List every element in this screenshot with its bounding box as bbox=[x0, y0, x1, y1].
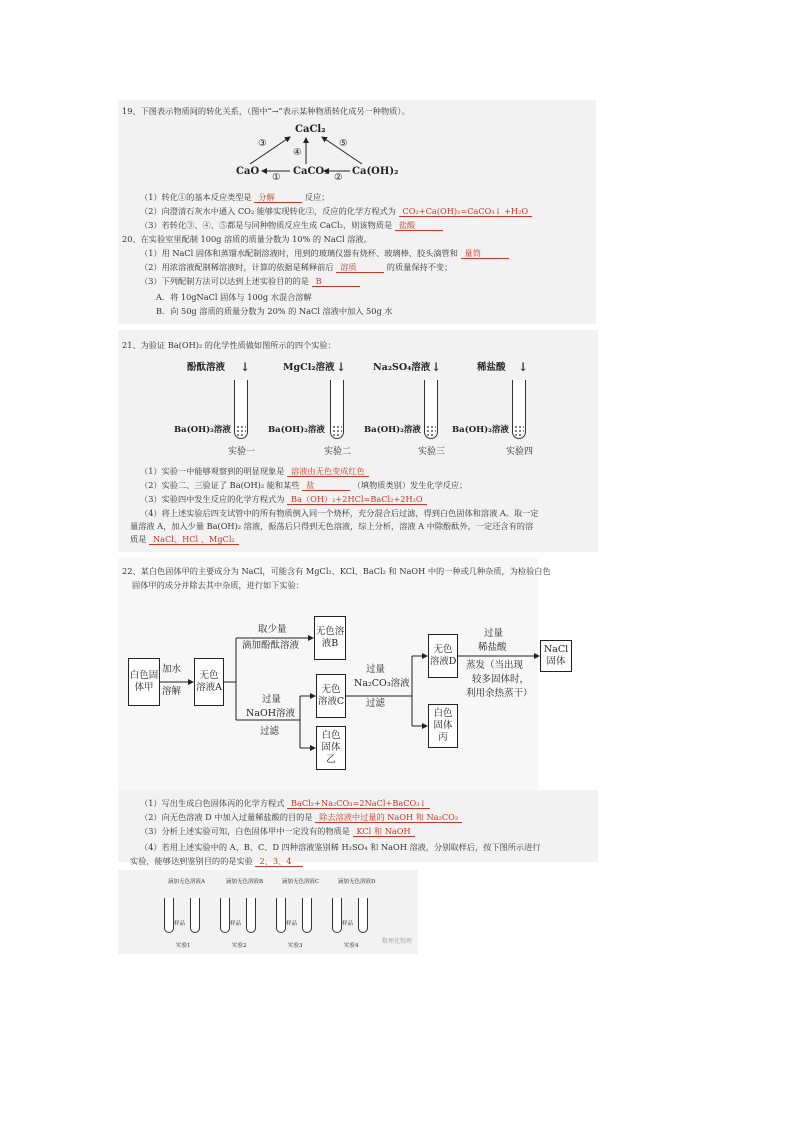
op-right-hcl: 稀盐酸 bbox=[478, 642, 507, 653]
mini-label-2: 实验2 bbox=[232, 943, 247, 949]
op-top-phenol: 滴加酚酞溶液 bbox=[242, 640, 300, 651]
mark-1: ① bbox=[272, 172, 281, 183]
box-solution-b: 无色溶液B bbox=[314, 616, 346, 660]
mini-tube bbox=[358, 898, 368, 933]
op-right-evap3: 利用余热蒸干） bbox=[466, 688, 533, 699]
mini-label-4: 实验4 bbox=[344, 943, 359, 949]
q21-a1: 溶液由无色变成红色 bbox=[287, 466, 369, 477]
q19-a3: 盐酸 bbox=[395, 220, 443, 231]
box-solution-d: 无色溶液D bbox=[428, 634, 458, 678]
tube-label-4: Ba(OH)₂溶液 bbox=[452, 425, 509, 435]
mini-tube bbox=[190, 898, 200, 933]
q21-l2-text: （2）实验二、三验证了 Ba(OH)₂ 能和某些 bbox=[140, 480, 300, 490]
q20-stem: 20、在实验室里配制 100g 溶质的质量分数为 10% 的 NaCl 溶液。 bbox=[122, 234, 372, 244]
q22-a4: 2、3、4 bbox=[255, 856, 303, 867]
node-cao: CaO bbox=[236, 166, 260, 177]
q19-l2-text: （2）向澄清石灰水中通入 CO₂ 能够实现转化②，反应的化学方程式为 bbox=[140, 206, 396, 216]
q20-l2b-text: 的质量保持不变； bbox=[386, 262, 453, 272]
mark-3: ③ bbox=[258, 138, 267, 149]
q21-line4b: 量溶液 A，加入少量 Ba(OH)₂ 溶液，振荡后只得到无色溶液，综上分析，溶液 A 中除酚酞外，一定还含有的溶 bbox=[130, 521, 534, 531]
arrow-down-icon: ↓ bbox=[518, 360, 529, 374]
node-caco3: CaCO₃ bbox=[293, 166, 329, 177]
mini-sample-2: 样品 bbox=[230, 921, 242, 927]
op-mid-filter: 过滤 bbox=[366, 698, 386, 709]
arrow-down-icon: ↓ bbox=[336, 360, 347, 374]
mini-tube bbox=[220, 898, 230, 933]
mini-top-4: 滴加无色溶液D bbox=[338, 879, 376, 885]
q22-line4b bbox=[130, 856, 303, 867]
q21-a2: 盐 bbox=[302, 480, 350, 491]
q19-a1: 分解 bbox=[254, 192, 302, 203]
mini-tube bbox=[302, 898, 312, 933]
mini-tube bbox=[246, 898, 256, 933]
op-bottom-excess: 过量 bbox=[262, 694, 282, 705]
q19-l1b-text: 反应； bbox=[304, 192, 330, 202]
exp-label-1: 实验一 bbox=[228, 447, 256, 457]
q22-l4b-text: 实验，能够达到鉴别目的的是实验 bbox=[130, 856, 253, 866]
mini-top-1: 滴加无色溶液A bbox=[168, 879, 205, 885]
op-right-excess: 过量 bbox=[484, 628, 504, 639]
mini-label-3: 实验3 bbox=[288, 943, 303, 949]
watermark-text: 数理化物理 bbox=[382, 938, 413, 945]
node-cacl2: CaCl₂ bbox=[295, 124, 326, 135]
q20-a1: 量筒 bbox=[461, 248, 509, 259]
q22-line3 bbox=[140, 826, 415, 837]
q21-l3-text: （3）实验四中发生反应的化学方程式为 bbox=[140, 494, 285, 504]
mini-top-2: 滴加无色溶液B bbox=[226, 879, 264, 885]
op-right-evap2: 较多固体时， bbox=[472, 674, 530, 685]
q22-line2 bbox=[140, 812, 462, 823]
exp-label-4: 实验四 bbox=[506, 447, 534, 457]
mini-sample-1: 样品 bbox=[174, 921, 186, 927]
q22-stem: 22、某白色固体甲的主要成分为 NaCl，可能含有 MgCl₂、KCl、BaCl₂ 和 NaOH 中的一种或几种杂质，为检验白色 bbox=[122, 566, 551, 576]
op-add-water: 加水 bbox=[162, 664, 182, 675]
q21-l2b-text: （填物质类别）发生化学反应； bbox=[352, 480, 468, 490]
arrow-down-icon: ↓ bbox=[431, 360, 442, 374]
mini-sample-3: 样品 bbox=[286, 921, 298, 927]
box-solution-c: 无色溶液C bbox=[316, 674, 346, 718]
mini-tube bbox=[164, 898, 174, 933]
q19-stem: 19、下图表示物质间的转化关系，（图中“→”表示某种物质转化成另一种物质）。 bbox=[122, 106, 410, 116]
op-right-evap1: 蒸发（当出现 bbox=[466, 660, 524, 671]
reagent-4: 稀盐酸 bbox=[477, 362, 506, 373]
arrow-down-icon: ↓ bbox=[240, 360, 251, 374]
op-dissolve: 溶解 bbox=[162, 686, 182, 697]
box-white-solid-jia: 白色固体甲 bbox=[128, 658, 160, 706]
reagent-1: 酚酞溶液 bbox=[187, 362, 226, 373]
q22-stem2: 固体甲的成分并除去其中杂质，进行如下实验： bbox=[132, 580, 304, 590]
q22-a1: BaCl₂+Na₂CO₃=2NaCl+BaCO₃↓ bbox=[287, 798, 430, 809]
q22-l2-text: （2）向无色溶液 D 中加入过量稀盐酸的目的是 bbox=[140, 812, 313, 822]
q20-l2-text: （2）用浓溶液配制稀溶液时，计算的依据是稀释前后 bbox=[140, 262, 334, 272]
tube-label-2: Ba(OH)₂溶液 bbox=[268, 425, 325, 435]
reagent-3: Na₂SO₄溶液 bbox=[373, 362, 431, 373]
mini-top-3: 滴加无色溶液C bbox=[282, 879, 320, 885]
q20-option-b: B．向 50g 溶质的质量分数为 20% 的 NaCl 溶液中加入 50g 水 bbox=[156, 306, 393, 316]
q20-option-a: A．将 10gNaCl 固体与 100g 水混合溶解 bbox=[156, 292, 312, 302]
mark-4: ④ bbox=[293, 147, 302, 158]
q21-line4: （4）将上述实验后四支试管中的所有物质倒入同一个烧杯，充分混合后过滤，得到白色固体和溶液 A。取一定 bbox=[140, 508, 539, 518]
mini-tube bbox=[276, 898, 286, 933]
mini-tube bbox=[332, 898, 342, 933]
tube-label-3: Ba(OH)₂溶液 bbox=[364, 425, 421, 435]
q19-a2: CO₂+Ca(OH)₂=CaCO₃↓ +H₂O bbox=[399, 206, 533, 217]
q21-l1-text: （1）实验一中能够观察到的明显现象是 bbox=[140, 466, 285, 476]
q22-line1 bbox=[140, 798, 430, 809]
op-mid-na2co3: Na₂CO₃溶液 bbox=[354, 678, 410, 689]
exp-label-3: 实验三 bbox=[418, 447, 446, 457]
box-white-solid-bing: 白色固体丙 bbox=[428, 704, 458, 748]
box-nacl-solid: NaCl固体 bbox=[540, 640, 572, 672]
q22-line4: （4）若用上述实验中的 A、B、C、D 四种溶液鉴别稀 H₂SO₄ 和 NaOH 溶液，分别取样后，按下图所示进行 bbox=[140, 842, 541, 852]
mini-label-1: 实验1 bbox=[176, 943, 191, 949]
q22-a3: KCl 和 NaOH bbox=[353, 826, 415, 837]
box-white-solid-yi: 白色固体乙 bbox=[316, 726, 346, 770]
q21-a3: Ba（OH）₂+2HCl=BaCl₂+2H₂O bbox=[287, 494, 427, 505]
q19-l1-text: （1）转化①的基本反应类型是 bbox=[140, 192, 252, 202]
q20-l3-text: （3）下列配制方法可以达到上述实验目的的是 bbox=[140, 276, 309, 286]
exp-label-2: 实验二 bbox=[324, 447, 352, 457]
q22-l3-text: （3）分析上述实验可知，白色固体甲中一定没有的物质是 bbox=[140, 826, 350, 836]
q21-a4: NaCl、HCl 、MgCl₂ bbox=[149, 534, 239, 545]
tube-label-1: Ba(OH)₂溶液 bbox=[174, 425, 231, 435]
q21-l4c-text: 质是 bbox=[130, 534, 147, 544]
q21-stem: 21、为验证 Ba(OH)₂ 的化学性质做如图所示的四个实验： bbox=[122, 340, 336, 350]
q20-a2: 溶质 bbox=[336, 262, 384, 273]
q22-l1-text: （1）写出生成白色固体丙的化学方程式 bbox=[140, 798, 285, 808]
q20-a3: B bbox=[312, 276, 360, 287]
box-solution-a: 无色溶液A bbox=[194, 658, 224, 706]
q22-a2: 除去溶液中过量的 NaOH 和 Na₂CO₃ bbox=[315, 812, 462, 823]
mini-sample-4: 样品 bbox=[342, 921, 354, 927]
op-mid-excess: 过量 bbox=[366, 664, 386, 675]
node-caoh2: Ca(OH)₂ bbox=[352, 166, 399, 177]
mark-5: ⑤ bbox=[339, 138, 348, 149]
op-top-take: 取少量 bbox=[258, 624, 287, 635]
q20-l1-text: （1）用 NaCl 固体和蒸馏水配制溶液时，用到的玻璃仪器有烧杯、玻璃棒、胶头滴管和 bbox=[140, 248, 458, 258]
q19-l3-text: （3）若转化③、④、⑤都是与同种物质反应生成 CaCl₂，则该物质是 bbox=[140, 220, 393, 230]
mark-2: ② bbox=[334, 172, 343, 183]
op-bottom-filter: 过滤 bbox=[260, 726, 280, 737]
op-bottom-naoh: NaOH溶液 bbox=[246, 708, 296, 719]
reagent-2: MgCl₂溶液 bbox=[283, 362, 335, 373]
